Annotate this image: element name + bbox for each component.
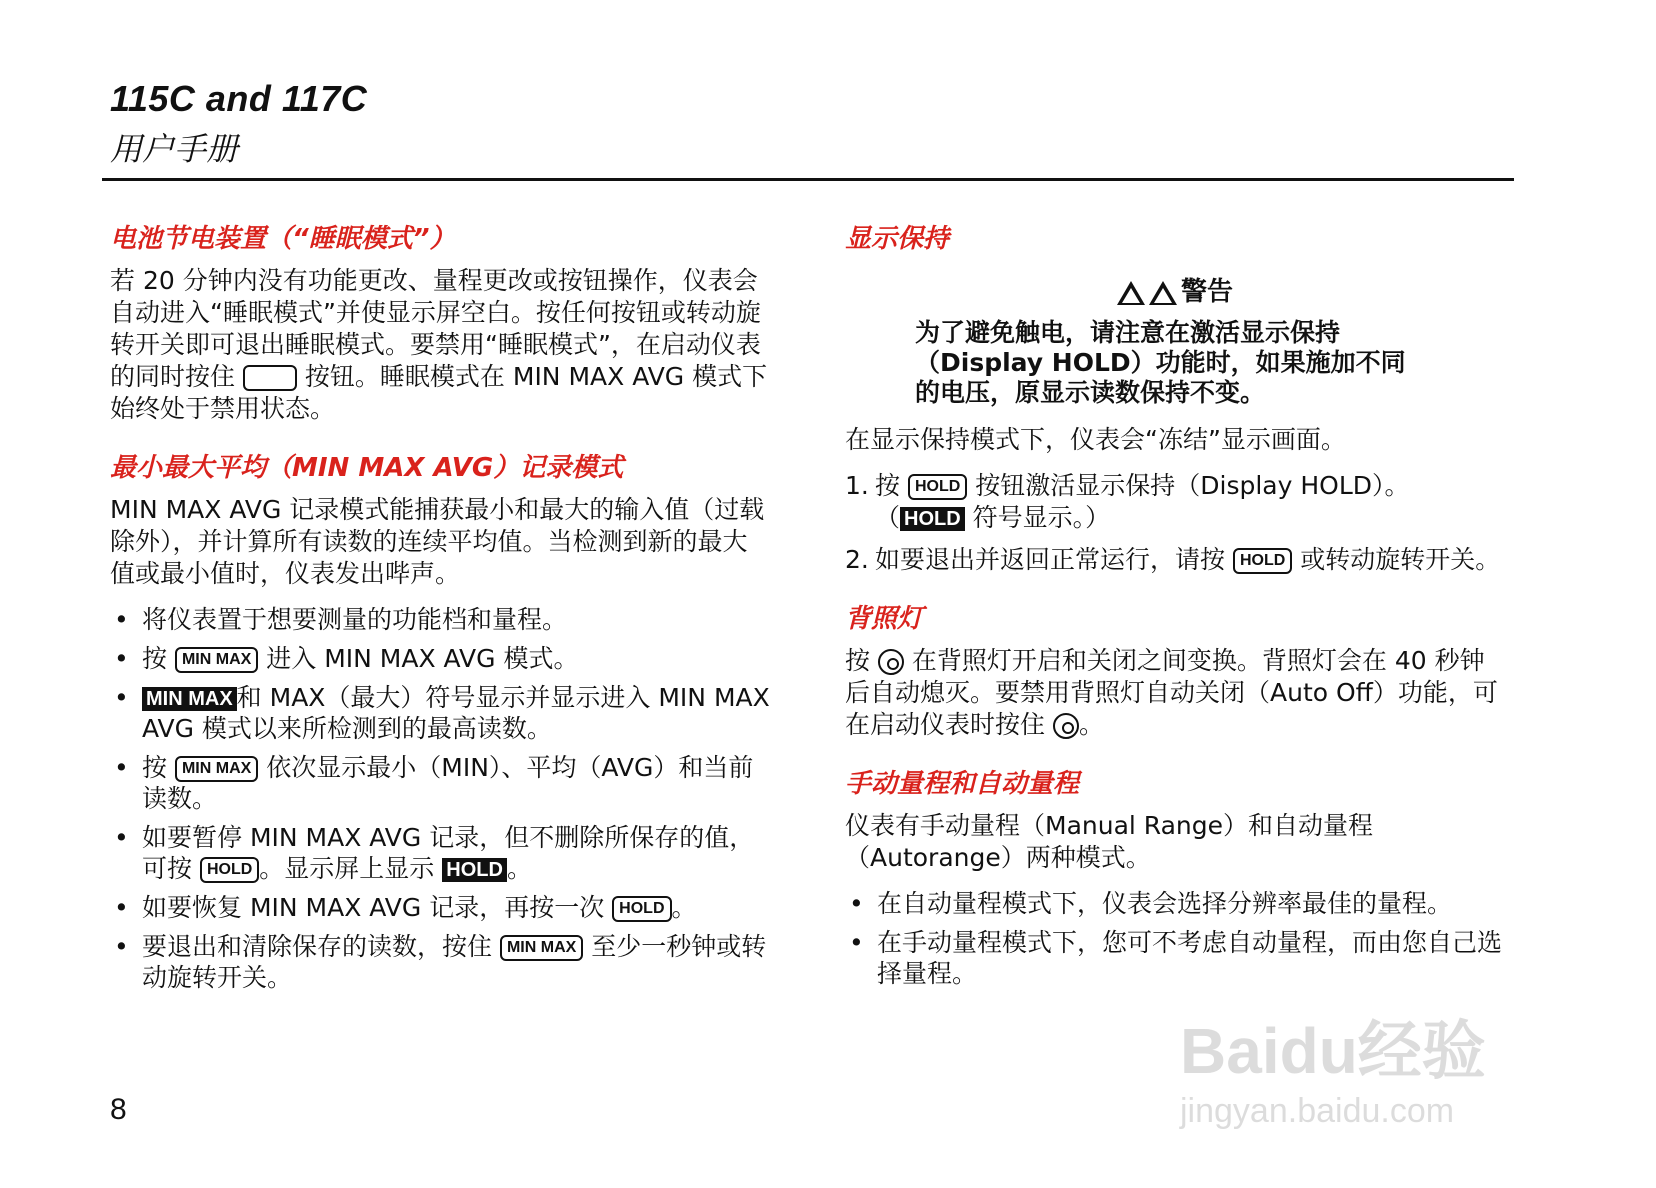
- right-column: [845, 218, 1505, 997]
- backlight-paragraph: [845, 645, 1505, 741]
- backlight-text: 按: [845, 646, 871, 675]
- bullet: •: [114, 932, 129, 961]
- hold-key-icon: HOLD: [612, 896, 671, 922]
- min-max-avg-list: [110, 604, 770, 993]
- hold-display-symbol: HOLD: [442, 858, 507, 882]
- section-title-ranging: 手动量程和自动量程: [845, 769, 1080, 799]
- step-text: 按: [875, 471, 901, 500]
- bullet: •: [114, 644, 129, 673]
- list-item: [110, 604, 770, 635]
- min-max-key-icon: MIN MAX: [175, 756, 258, 782]
- list-item: [110, 822, 770, 884]
- step-item: [845, 544, 1505, 576]
- warning-label: 警告: [1180, 277, 1233, 307]
- step-text: （: [875, 503, 901, 532]
- backlight-button-icon: [878, 649, 904, 675]
- hold-key-icon: HOLD: [908, 474, 967, 500]
- blank-button-icon: [243, 365, 297, 391]
- list-item: [845, 927, 1505, 989]
- bullet: •: [114, 605, 129, 634]
- section-title-display-hold: 显示保持: [845, 224, 950, 254]
- hold-display-symbol: HOLD: [900, 507, 965, 531]
- step-item: [845, 470, 1505, 534]
- list-item-text: 按: [142, 753, 168, 782]
- baidu-watermark: [1180, 1000, 1560, 1130]
- list-item: [110, 682, 770, 744]
- list-item-text: 在自动量程模式下，仪表会选择分辨率最佳的量程。: [877, 889, 1453, 918]
- section-title-sleep-mode: 电池节电装置（“睡眠模式”）: [110, 224, 456, 254]
- sleep-mode-paragraph: [110, 265, 770, 425]
- backlight-text: 。: [1078, 710, 1104, 739]
- step-text: 符号显示。）: [972, 503, 1111, 532]
- min-max-display-symbol: MIN MAX: [142, 687, 237, 711]
- list-item-text: 。: [671, 893, 697, 922]
- page-number: 8: [110, 1093, 127, 1126]
- bullet: •: [114, 893, 129, 922]
- step-number: 2.: [845, 545, 869, 574]
- list-item-text: 要退出和清除保存的读数，按住: [142, 932, 493, 961]
- watermark-brand: Baidu经验: [1180, 1015, 1486, 1087]
- section-title-backlight: 背照灯: [845, 604, 924, 634]
- display-hold-steps: [845, 470, 1505, 576]
- step-text: 如要退出并返回正常运行，请按: [875, 545, 1226, 574]
- backlight-button-icon: [1053, 713, 1079, 739]
- sleep-text-a: 若 20 分钟内没有功能更改、量程更改或按钮操作，仪表会自动进入“睡眠模式”并使显示屏空白。按任何按钮或转动旋转开关即可退出睡眠模式。要禁用“睡眠模式”，在启动仪表的同时按住: [110, 266, 761, 391]
- bullet: •: [849, 928, 864, 957]
- list-item: [110, 752, 770, 814]
- list-item-text: 如要暂停 MIN MAX AVG 记录，但不删除所保存的值，可按: [142, 823, 755, 883]
- list-item: [845, 888, 1505, 919]
- list-item-text: 依次显示最小（MIN）、平均（AVG）和当前读数。: [142, 753, 754, 813]
- list-item-text: 。显示屏上显示: [259, 854, 435, 883]
- watermark-url: jingyan.baidu.com: [1180, 1092, 1455, 1130]
- electric-hazard-icon: [1117, 281, 1145, 305]
- list-item-text: 按: [142, 644, 168, 673]
- list-item-text: 至少一秒钟或转动旋转开关。: [142, 932, 767, 992]
- manual-subtitle: 用户手册: [110, 130, 239, 168]
- warning-title: [845, 271, 1505, 308]
- step-number: 1.: [845, 471, 869, 500]
- list-item: [110, 931, 770, 993]
- section-title-min-max-avg: 最小最大平均（MIN MAX AVG）记录模式: [110, 453, 624, 483]
- min-max-key-icon: MIN MAX: [500, 935, 583, 961]
- ranging-paragraph: 仪表有手动量程（Manual Range）和自动量程（Autorange）两种模式。: [845, 811, 1374, 872]
- bullet: •: [114, 753, 129, 782]
- list-item-text: 进入 MIN MAX AVG 模式。: [266, 644, 579, 673]
- min-max-key-icon: MIN MAX: [175, 647, 258, 673]
- list-item-text: 和 MAX（最大）符号显示并显示进入 MIN MAX AVG 模式以来所检测到的最高读数。: [142, 683, 770, 743]
- manual-model-title: 115C and 117C: [110, 78, 368, 119]
- warning-triangle-icon: [1149, 281, 1177, 305]
- list-item-text: 。: [506, 854, 532, 883]
- list-item: [110, 643, 770, 674]
- bullet: •: [114, 823, 129, 852]
- bullet: •: [849, 889, 864, 918]
- hold-key-icon: HOLD: [200, 857, 259, 883]
- display-hold-paragraph: 在显示保持模式下，仪表会“冻结”显示画面。: [845, 425, 1346, 454]
- step-text: 或转动旋转开关。: [1300, 545, 1501, 574]
- list-item-text: 如要恢复 MIN MAX AVG 记录，再按一次: [142, 893, 605, 922]
- left-column: [110, 218, 770, 1001]
- bullet: •: [114, 683, 129, 712]
- backlight-text: 在背照灯开启和关闭之间变换。背照灯会在 40 秒钟后自动熄灭。要禁用背照灯自动关闭（Auto Off）功能，可在启动仪表时按住: [845, 646, 1498, 739]
- list-item-text: 在手动量程模式下，您可不考虑自动量程，而由您自己选择量程。: [877, 928, 1503, 988]
- min-max-avg-paragraph: MIN MAX AVG 记录模式能捕获最小和最大的输入值（过载除外），并计算所有读数的连续平均值。当检测到新的最大值或最小值时，仪表发出哔声。: [110, 495, 765, 588]
- hold-key-icon: HOLD: [1233, 548, 1292, 574]
- sleep-text-b: 按钮。睡眠模式在 MIN MAX AVG 模式下始终处于禁用状态。: [110, 362, 768, 423]
- step-text: 按钮激活显示保持（Display HOLD）。: [975, 471, 1410, 500]
- ranging-list: [845, 888, 1505, 989]
- warning-text: 为了避免触电，请注意在激活显示保持（Display HOLD）功能时，如果施加不同的电压，原显示读数保持不变。: [915, 318, 1406, 407]
- list-item-text: 将仪表置于想要测量的功能档和量程。: [142, 605, 568, 634]
- list-item: [110, 892, 770, 923]
- header-rule: [102, 178, 1514, 181]
